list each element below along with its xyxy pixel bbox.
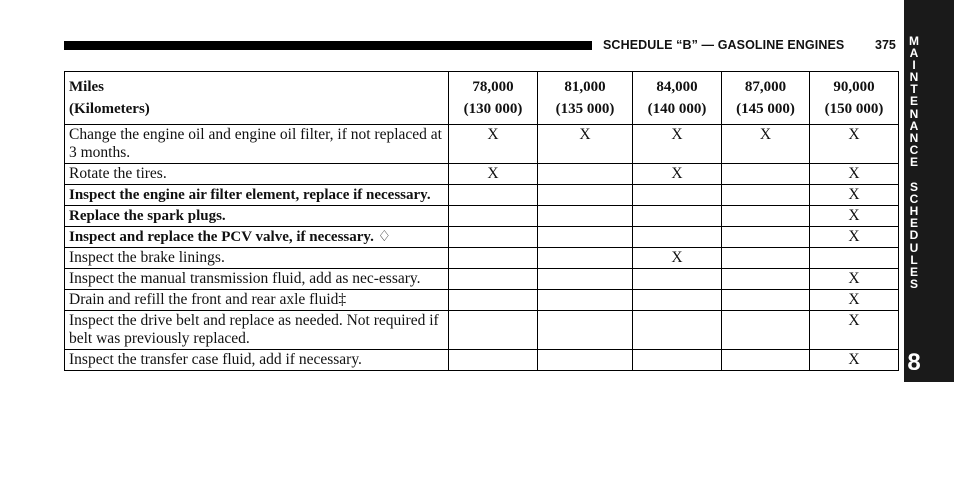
interval-mark-cell — [722, 164, 810, 185]
section-tab-letter: C — [909, 142, 919, 157]
task-cell: Inspect the brake linings. — [65, 248, 449, 269]
header-cell-interval: 84,000 (140 000) — [633, 72, 722, 125]
section-tab-letter: S — [909, 276, 918, 291]
table-row — [65, 350, 899, 371]
maintenance-schedule-table — [64, 71, 899, 371]
interval-mark-cell — [722, 269, 810, 290]
interval-mark-cell — [538, 290, 633, 311]
interval-mark-cell — [810, 248, 899, 269]
interval-mark-cell — [449, 248, 538, 269]
section-tab-letter: C — [909, 192, 919, 207]
table-row — [65, 125, 899, 164]
interval-mark-cell: X — [810, 227, 899, 248]
interval-mark-cell — [449, 269, 538, 290]
interval-mark-cell — [722, 206, 810, 227]
section-tab-letter: A — [909, 46, 919, 61]
task-cell: Inspect the drive belt and replace as needed. Not required if belt was previously replaced. — [65, 311, 449, 350]
header-cell-interval: 81,000 (135 000) — [538, 72, 633, 125]
interval-mark-cell — [538, 206, 633, 227]
section-tab-letter: E — [909, 216, 918, 231]
interval-mark-cell — [722, 248, 810, 269]
header-cell-interval: 87,000 (145 000) — [722, 72, 810, 125]
task-cell: Change the engine oil and engine oil filter, if not replaced at 3 months. — [65, 125, 449, 164]
task-cell: Replace the spark plugs. — [65, 206, 449, 227]
interval-mark-cell: X — [810, 269, 899, 290]
task-cell: Rotate the tires. — [65, 164, 449, 185]
interval-mark-cell — [633, 206, 722, 227]
interval-mark-cell — [538, 269, 633, 290]
interval-mark-cell — [449, 290, 538, 311]
interval-mark-cell — [633, 311, 722, 350]
interval-mark-cell — [633, 290, 722, 311]
section-tab-label — [904, 35, 924, 290]
interval-mark-cell — [538, 227, 633, 248]
interval-mark-cell — [538, 248, 633, 269]
interval-mark-cell: X — [810, 290, 899, 311]
interval-mark-cell — [633, 227, 722, 248]
table-row — [65, 227, 899, 248]
header-rule — [64, 41, 592, 50]
interval-mark-cell: X — [538, 125, 633, 164]
interval-mark-cell — [633, 269, 722, 290]
section-tab-letter: A — [909, 118, 919, 133]
interval-mark-cell — [449, 227, 538, 248]
section-tab-letter: E — [909, 154, 918, 169]
task-cell: Inspect and replace the PCV valve, if necessary. ♢ — [65, 227, 449, 248]
page-title: SCHEDULE “B” — GASOLINE ENGINES — [603, 38, 845, 52]
task-cell: Inspect the engine air filter element, replace if necessary. — [65, 185, 449, 206]
header-cell-interval: 78,000 (130 000) — [449, 72, 538, 125]
interval-mark-cell: X — [810, 185, 899, 206]
interval-mark-cell: X — [449, 164, 538, 185]
interval-mark-cell: X — [810, 350, 899, 371]
interval-mark-cell — [538, 164, 633, 185]
interval-mark-cell — [538, 311, 633, 350]
table-row — [65, 290, 899, 311]
section-tab-letter: U — [909, 240, 919, 255]
interval-mark-cell — [538, 350, 633, 371]
interval-mark-cell — [722, 311, 810, 350]
section-tab-letter: N — [909, 106, 919, 121]
interval-mark-cell — [449, 311, 538, 350]
section-tab-letter: M — [909, 34, 919, 48]
section-tab-letter: N — [909, 70, 919, 85]
interval-mark-cell: X — [633, 125, 722, 164]
interval-mark-cell: X — [810, 311, 899, 350]
interval-mark-cell — [722, 185, 810, 206]
interval-mark-cell: X — [810, 125, 899, 164]
table-row — [65, 311, 899, 350]
interval-mark-cell — [449, 206, 538, 227]
interval-mark-cell: X — [810, 206, 899, 227]
table-row — [65, 269, 899, 290]
section-tab-letter: N — [909, 130, 919, 145]
interval-mark-cell — [722, 350, 810, 371]
table-row — [65, 164, 899, 185]
page-number: 375 — [875, 38, 896, 52]
interval-mark-cell — [449, 350, 538, 371]
interval-mark-cell: X — [633, 164, 722, 185]
interval-mark-cell — [722, 227, 810, 248]
table-body — [65, 125, 899, 371]
section-tab-letter: E — [909, 264, 918, 279]
interval-mark-cell: X — [449, 125, 538, 164]
header-cell-interval: 90,000 (150 000) — [810, 72, 899, 125]
interval-mark-cell — [633, 185, 722, 206]
interval-mark-cell: X — [722, 125, 810, 164]
interval-mark-cell: X — [810, 164, 899, 185]
table-row — [65, 185, 899, 206]
interval-mark-cell — [633, 350, 722, 371]
table-row — [65, 206, 899, 227]
section-tab-letter: H — [909, 204, 919, 219]
section-tab-letter: T — [910, 82, 918, 97]
interval-mark-cell: X — [633, 248, 722, 269]
section-tab-letter: S — [909, 180, 918, 195]
task-cell: Drain and refill the front and rear axle fluid‡ — [65, 290, 449, 311]
section-tab-letter: D — [909, 228, 919, 243]
task-cell: Inspect the transfer case fluid, add if necessary. — [65, 350, 449, 371]
interval-mark-cell — [449, 185, 538, 206]
section-tab — [904, 0, 954, 382]
section-tab-letter: E — [909, 94, 918, 109]
interval-mark-cell — [538, 185, 633, 206]
section-tab-letter: I — [912, 58, 916, 73]
task-cell: Inspect the manual transmission fluid, add as nec-essary. — [65, 269, 449, 290]
interval-mark-cell — [722, 290, 810, 311]
table-row — [65, 248, 899, 269]
section-tab-number: 8 — [907, 349, 921, 376]
table-header-row — [65, 72, 899, 125]
section-tab-letter: L — [910, 252, 918, 267]
header-cell-miles: Miles (Kilometers) — [65, 72, 449, 125]
